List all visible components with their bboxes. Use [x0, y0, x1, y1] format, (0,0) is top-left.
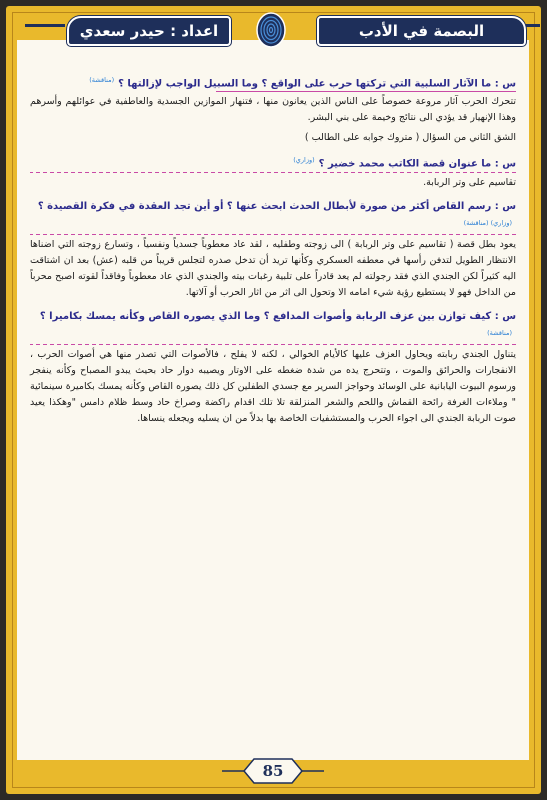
page-header: [17, 12, 529, 46]
question-block: [30, 309, 516, 427]
book-title-tab: البصمة في الأدب: [317, 16, 526, 46]
author-tab: اعداد : حيدر سعدي: [67, 16, 231, 46]
answer-text: تتحرك الحرب آثار مروعة خصوصاً على الناس الذين يعانون منها ، فتنهار الموازين الجسدية والعاطفية في عوائلهم وأسرهم وهذا الإنهيار قد يؤدي الى نتائج وخيمة على بني البشر.: [30, 96, 516, 124]
answer-note: الشق الثاني من السؤال ( متروك جوابه على الطالب ): [304, 132, 516, 144]
fingerprint-icon: [255, 12, 287, 48]
answer-text: تقاسيم على وتر الربابة.: [423, 176, 516, 188]
page-number-badge: [222, 756, 324, 786]
question-tag: (وزاري): [293, 156, 315, 165]
answer-text: يتناول الجندي ربابته ويحاول العزف عليها كالأيام الخوالي ، لكنه لا يفلح ، فالأصوات التي تصدر منها هي أصوات الحرب ، الانفجارات والحرائق والموت ، وتتحرج يده من شدة ضغطه على الاوتار ويصيبه دوار حاد بحيث يبدو المصباح وكأنه ينفجر ورسوم البيوت اليابانية على الوسائد وحواجز السرير مع جسدي الطفلين كل ذلك يصوره القاص وكأنه يمسك بكاميرة سينمائية " وملاءات الغرفة رائحة القماش واللحم والشعر المنزلقة تلا تلك اقدام راكضة وصراخ حاد وسط ظلام دامس "وهكذا يعيد صوت الربابة الجندي الى اجواء الحرب والمستشفيات الخاصة بها بدلاً من ان يسليه ويجعله ينساها.: [30, 349, 516, 425]
question-tag: (مناقشة): [487, 328, 512, 337]
question-block: [30, 152, 516, 190]
question-heading: س : رسم القاص أكثر من صورة لأبطال الحدث ابحث عنها ؟ أو أين تجد العقدة في فكرة القصيدة ؟$^{(وزاري) (مناقشة)}$: [30, 199, 516, 235]
page-content: [30, 66, 516, 431]
question-heading: س : ما عنوان قصة الكاتب محمد خضير ؟$^{(وزاري)}$: [30, 152, 516, 172]
question-heading: س : كيف توازن بين عزف الربابة وأصوات المدافع ؟ وما الذي يصوره القاص وكأنه يمسك بكاميرا ؟$^{(مناقشة)}$: [30, 309, 516, 345]
answer-text: يعود بطل قصة ( تقاسيم على وتر الربابة ) الى زوجته وطفليه ، لقد عاد معطوباً جسدياً ونفسياً ، وتسارع زوجته التي اضناها الانتظار الطويل لتدفن رأسها في معطفه العسكري وكأنها تريد أن تدخل صدره لتجلس قريباً من قلبه (عش) بعد ان اشتاقت اليه كثيراً لكن الجندي الذي فقد رجولته لم يعد قادراً على تلبية رغبات بيته والجندي الذي عاد معطوباً وفاقداً لقوته اصبح محرباً من الداخل فهو لا يستطيع رؤية شيء امامه الا وتحول الى اثر من اثار الحرب أو آلاتها.: [30, 238, 516, 298]
question-tag: (وزاري) (مناقشة): [463, 218, 512, 227]
question-heading: س : ما الآثار السلبية التي تركتها حرب على الواقع ؟ وما السبيل الواجب لإزالتها ؟$^{(مناقشة)}$: [30, 72, 516, 92]
question-block: [30, 72, 516, 146]
page-number: 85: [262, 762, 284, 780]
question-tag: (مناقشة): [89, 76, 115, 84]
question-block: [30, 199, 516, 301]
